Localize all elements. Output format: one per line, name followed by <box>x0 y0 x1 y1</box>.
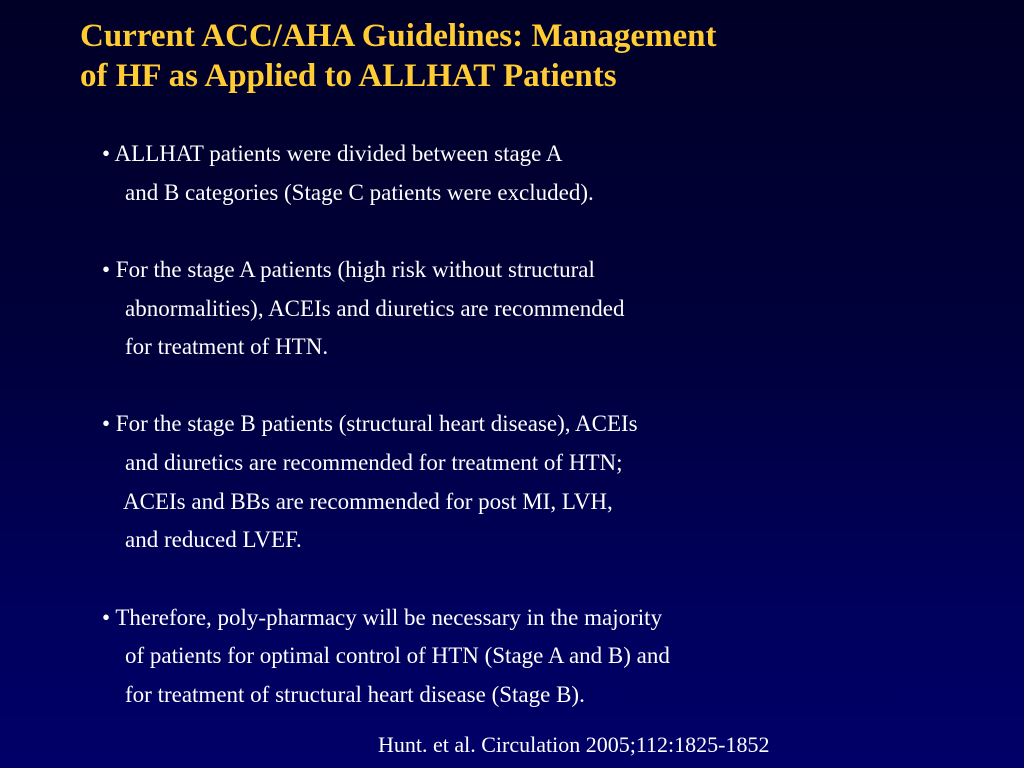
bullet-4-line-1: • Therefore, poly-pharmacy will be necessary in the majority <box>102 605 663 630</box>
bullet-2-line-2: abnormalities), ACEIs and diuretics are recommended <box>125 296 625 321</box>
bullet-1-line-2: and B categories (Stage C patients were excluded). <box>125 180 594 205</box>
bullet-4-line-2: of patients for optimal control of HTN (Stage A and B) and <box>125 643 670 668</box>
citation: Hunt. et al. Circulation 2005;112:1825-1852 <box>378 732 770 757</box>
bullet-2-line-3: for treatment of HTN. <box>125 334 329 359</box>
slide-title <box>80 16 960 96</box>
bullet-1-line-1: • ALLHAT patients were divided between stage A <box>102 141 563 166</box>
bullet-3-line-3: ACEIs and BBs are recommended for post MI, LVH, <box>123 489 613 514</box>
bullet-3-line-1: • For the stage B patients (structural heart disease), ACEIs <box>102 411 638 436</box>
slide-title-line-1: Current ACC/AHA Guidelines: Management <box>80 18 717 54</box>
bullet-4-line-3: for treatment of structural heart disease (Stage B). <box>125 682 585 707</box>
slide-title-line-2: of HF as Applied to ALLHAT Patients <box>80 58 617 94</box>
bullet-3-line-4: and reduced LVEF. <box>125 527 302 552</box>
bullet-2-line-1: • For the stage A patients (high risk without structural <box>102 257 595 282</box>
bullet-3-line-2: and diuretics are recommended for treatment of HTN; <box>125 450 623 475</box>
